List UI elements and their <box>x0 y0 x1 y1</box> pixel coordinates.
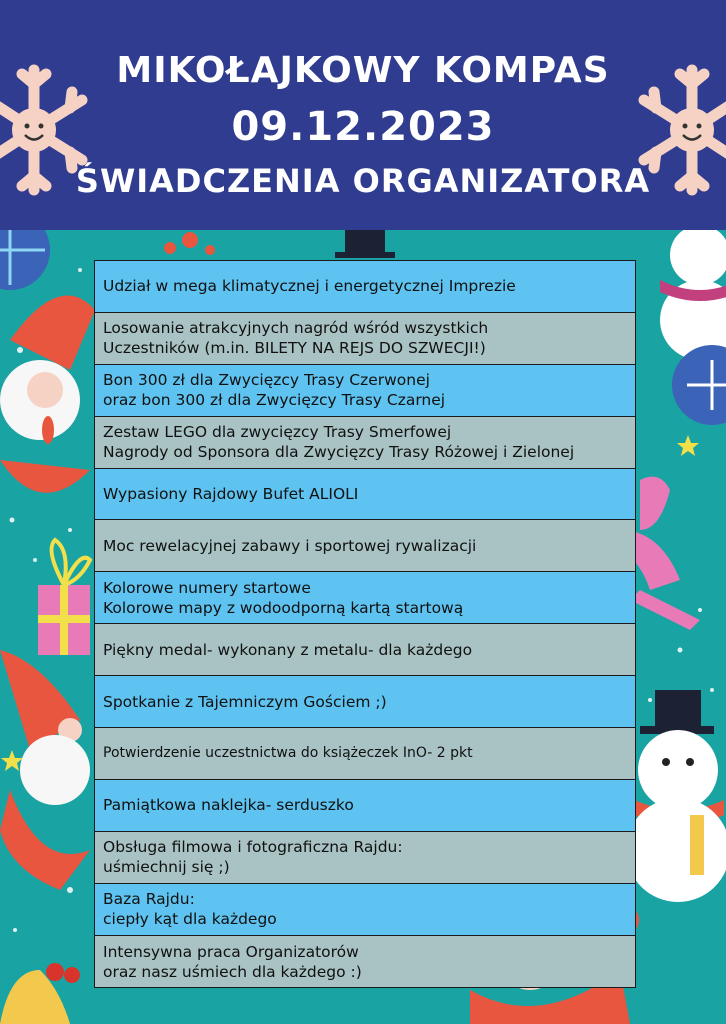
snowflake-icon <box>0 230 50 290</box>
santa-icon <box>0 650 90 890</box>
benefit-text: Intensywna praca Organizatorów <box>103 942 359 961</box>
benefit-row <box>95 520 635 572</box>
benefit-text: Losowanie atrakcyjnych nagród wśród wszystkich <box>103 319 489 338</box>
benefit-text: Spotkanie z Tajemniczym Gościem ;) <box>103 692 387 711</box>
benefit-row <box>95 469 635 521</box>
benefit-row <box>95 676 635 728</box>
event-date: 09.12.2023 <box>231 104 495 150</box>
benefit-row <box>95 261 635 313</box>
benefit-text: Uczestników (m.in. BILETY NA REJS DO SZWECJI!) <box>103 339 486 358</box>
santa-icon <box>0 295 95 492</box>
benefit-text: ciepły kąt dla każdego <box>103 910 277 929</box>
snowman-icon <box>626 690 726 902</box>
snowman-icon <box>660 230 726 425</box>
benefit-row <box>95 417 635 469</box>
benefit-row <box>95 572 635 624</box>
benefit-row <box>95 624 635 676</box>
benefit-row <box>95 313 635 365</box>
benefit-text: Potwierdzenie uczestnictwa do książeczek InO- 2 pkt <box>103 745 473 762</box>
benefit-text: Moc rewelacyjnej zabawy i sportowej rywalizacji <box>103 536 477 555</box>
benefit-text: uśmiechnij się ;) <box>103 858 230 877</box>
benefit-text: Udział w mega klimatycznej i energetycznej Imprezie <box>103 277 516 296</box>
gift-icon <box>38 540 90 655</box>
benefit-row <box>95 780 635 832</box>
benefit-row <box>95 728 635 780</box>
page-subtitle: ŚWIADCZENIA ORGANIZATORA <box>75 162 651 200</box>
benefit-row <box>95 884 635 936</box>
benefit-row <box>95 365 635 417</box>
benefit-text: Baza Rajdu: <box>103 890 195 909</box>
ornament-icon <box>164 230 395 258</box>
bell-icon <box>0 963 80 1024</box>
benefit-row <box>95 936 635 988</box>
benefit-text: Wypasiony Rajdowy Bufet ALIOLI <box>103 485 359 503</box>
benefit-text: Piękny medal- wykonany z metalu- dla każdego <box>103 640 473 659</box>
benefit-text: oraz nasz uśmiech dla każdego :) <box>103 962 362 981</box>
page-title: MIKOŁAJKOWY KOMPAS <box>116 50 610 91</box>
benefit-row <box>95 832 635 884</box>
benefit-text: oraz bon 300 zł dla Zwycięzcy Trasy Czarnej <box>103 391 446 410</box>
benefit-text: Nagrody od Sponsora dla Zwycięzcy Trasy Różowej i Zielonej <box>103 443 575 462</box>
benefit-text: Kolorowe mapy z wodoodporną kartą startową <box>103 598 464 617</box>
benefit-text: Bon 300 zł dla Zwycięzcy Trasy Czerwonej <box>103 371 430 390</box>
benefit-text: Pamiątkowa naklejka- serduszko <box>103 796 354 815</box>
benefits-table <box>94 260 636 988</box>
benefit-text: Obsługa filmowa i fotograficzna Rajdu: <box>103 838 403 857</box>
benefit-text: Zestaw LEGO dla zwycięzcy Trasy Smerfowej <box>103 423 452 442</box>
benefit-text: Kolorowe numery startowe <box>103 578 311 597</box>
